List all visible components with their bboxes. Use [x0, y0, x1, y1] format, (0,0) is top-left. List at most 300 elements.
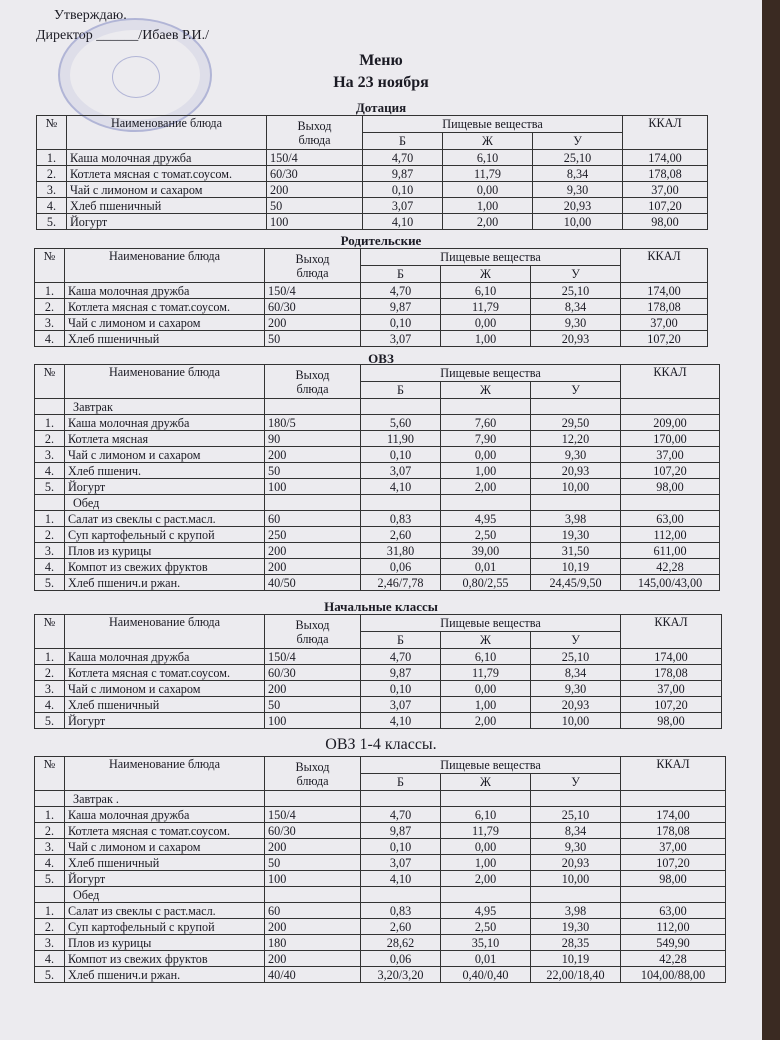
dish-yield: [265, 791, 361, 807]
protein-value: 4,10: [361, 479, 441, 495]
carb-value: 20,93: [533, 198, 623, 214]
row-num: 3.: [37, 182, 67, 198]
fat-value: 35,10: [441, 935, 531, 951]
table-row: [35, 463, 720, 479]
row-num: 4.: [35, 331, 65, 347]
row-num: 2.: [37, 166, 67, 182]
row-num: 4.: [37, 198, 67, 214]
dish-name: Каша молочная дружба: [65, 283, 265, 299]
col-header-yield-line2: блюда: [296, 381, 329, 396]
dish-yield: 250: [265, 527, 361, 543]
carb-value: 8,34: [533, 166, 623, 182]
table-row: [35, 713, 722, 729]
row-num: 2.: [35, 527, 65, 543]
col-header-yield: [267, 116, 363, 150]
row-num: 3.: [35, 315, 65, 331]
dish-yield: 200: [265, 447, 361, 463]
col-header-kcal: ККАЛ: [623, 116, 708, 150]
dish-yield: 200: [267, 182, 363, 198]
kcal-value: 174,00: [621, 807, 726, 823]
fat-value: 7,60: [441, 415, 531, 431]
dish-name: Завтрак: [65, 399, 265, 415]
row-num: 5.: [35, 871, 65, 887]
col-header-yield-line1: Выход: [295, 759, 330, 774]
row-num: 1.: [35, 903, 65, 919]
row-num: 2.: [35, 823, 65, 839]
table-row: [35, 511, 720, 527]
menu-table-dotaciya: [36, 115, 708, 230]
fat-value: 4,95: [441, 903, 531, 919]
fat-value: 0,00: [441, 447, 531, 463]
col-header-yield: [265, 249, 361, 283]
protein-value: 0,10: [361, 681, 441, 697]
protein-value: 5,60: [361, 415, 441, 431]
dish-yield: 60/30: [265, 665, 361, 681]
carb-value: 20,93: [531, 697, 621, 713]
dish-name: Суп картофельный с крупой: [65, 919, 265, 935]
row-num: 4.: [35, 951, 65, 967]
table-row: [35, 919, 726, 935]
row-num: 2.: [35, 919, 65, 935]
menu-table-roditelskie: [34, 248, 708, 347]
fat-value: 1,00: [441, 463, 531, 479]
carb-value: 25,10: [531, 649, 621, 665]
dish-name: Каша молочная дружба: [65, 807, 265, 823]
dish-yield: 150/4: [267, 150, 363, 166]
dish-name: Чай с лимоном и сахаром: [65, 447, 265, 463]
protein-value: 11,90: [361, 431, 441, 447]
row-num: 4.: [35, 697, 65, 713]
row-num: 2.: [35, 299, 65, 315]
dish-yield: 180/5: [265, 415, 361, 431]
col-header-nutrients: Пищевые вещества: [361, 249, 621, 266]
dish-yield: 60: [265, 903, 361, 919]
protein-value: 4,70: [363, 150, 443, 166]
table-row: [35, 299, 708, 315]
col-header-kcal: ККАЛ: [621, 249, 708, 283]
dish-name: Хлеб пшенич.: [65, 463, 265, 479]
page-title: Меню: [359, 52, 403, 69]
dish-name: Котлета мясная с томат.соусом.: [65, 665, 265, 681]
protein-value: 9,87: [361, 299, 441, 315]
col-header-kcal: ККАЛ: [621, 757, 726, 791]
col-header-kcal: ККАЛ: [621, 615, 722, 649]
fat-value: 7,90: [441, 431, 531, 447]
dish-yield: 50: [265, 855, 361, 871]
dish-yield: 200: [265, 559, 361, 575]
row-num: 3.: [35, 447, 65, 463]
fat-value: 1,00: [441, 697, 531, 713]
row-num: [35, 887, 65, 903]
fat-value: 39,00: [441, 543, 531, 559]
col-header-nutrients: Пищевые вещества: [361, 615, 621, 632]
protein-value: 0,10: [363, 182, 443, 198]
kcal-value: 37,00: [621, 315, 708, 331]
col-header-b: Б: [363, 133, 443, 150]
table-row: [35, 887, 726, 903]
dish-yield: 200: [265, 543, 361, 559]
dish-name: Хлеб пшенич.и ржан.: [65, 967, 265, 983]
table-row: [35, 681, 722, 697]
col-header-nutrients: Пищевые вещества: [361, 757, 621, 774]
table-row: [37, 166, 708, 182]
col-header-zh: Ж: [441, 774, 531, 791]
carb-value: 9,30: [531, 447, 621, 463]
fat-value: [441, 791, 531, 807]
fat-value: 6,10: [441, 649, 531, 665]
row-num: 1.: [35, 649, 65, 665]
kcal-value: [621, 399, 720, 415]
col-header-num: №: [35, 249, 65, 283]
table-row: [35, 807, 726, 823]
fat-value: 6,10: [443, 150, 533, 166]
dish-yield: 90: [265, 431, 361, 447]
table-row: [35, 479, 720, 495]
carb-value: 22,00/18,40: [531, 967, 621, 983]
dish-name: Суп картофельный с крупой: [65, 527, 265, 543]
kcal-value: 98,00: [621, 871, 726, 887]
row-num: 1.: [35, 283, 65, 299]
kcal-value: 37,00: [621, 681, 722, 697]
col-header-yield-line1: Выход: [295, 617, 330, 632]
kcal-value: 37,00: [621, 839, 726, 855]
fat-value: 2,00: [441, 479, 531, 495]
row-num: 5.: [35, 479, 65, 495]
col-header-yield-line1: Выход: [297, 118, 332, 133]
dish-name: Йогурт: [65, 871, 265, 887]
protein-value: 9,87: [363, 166, 443, 182]
table-row: [35, 823, 726, 839]
protein-value: 9,87: [361, 665, 441, 681]
dish-yield: 60/30: [265, 299, 361, 315]
carb-value: 24,45/9,50: [531, 575, 621, 591]
carb-value: 12,20: [531, 431, 621, 447]
fat-value: 2,50: [441, 919, 531, 935]
fat-value: 0,80/2,55: [441, 575, 531, 591]
table-row: [35, 543, 720, 559]
kcal-value: 178,08: [621, 299, 708, 315]
kcal-value: 42,28: [621, 951, 726, 967]
protein-value: 4,70: [361, 283, 441, 299]
dish-yield: 50: [265, 463, 361, 479]
fat-value: 2,50: [441, 527, 531, 543]
kcal-value: 145,00/43,00: [621, 575, 720, 591]
dish-yield: 150/4: [265, 649, 361, 665]
col-header-name: Наименование блюда: [67, 116, 267, 150]
dish-yield: 50: [265, 331, 361, 347]
fat-value: [441, 887, 531, 903]
dish-name: Котлета мясная с томат.соусом.: [65, 823, 265, 839]
col-header-nutrients: Пищевые вещества: [361, 365, 621, 382]
fat-value: 1,00: [441, 855, 531, 871]
protein-value: 31,80: [361, 543, 441, 559]
carb-value: 10,00: [531, 871, 621, 887]
col-header-yield: [265, 365, 361, 399]
fat-value: 11,79: [441, 823, 531, 839]
col-header-name: Наименование блюда: [65, 757, 265, 791]
col-header-u: У: [531, 774, 621, 791]
row-num: 3.: [35, 935, 65, 951]
dish-name: Завтрак .: [65, 791, 265, 807]
row-num: 3.: [35, 839, 65, 855]
dish-name: Чай с лимоном и сахаром: [65, 839, 265, 855]
menu-table-nachalnye-klassy: [34, 614, 722, 729]
kcal-value: [621, 791, 726, 807]
col-header-nutrients: Пищевые вещества: [363, 116, 623, 133]
carb-value: 10,19: [531, 559, 621, 575]
dish-name: Хлеб пшеничный: [67, 198, 267, 214]
row-num: 5.: [35, 575, 65, 591]
dish-yield: 200: [265, 681, 361, 697]
protein-value: 2,60: [361, 527, 441, 543]
kcal-value: 174,00: [621, 283, 708, 299]
table-row: [35, 283, 708, 299]
carb-value: [531, 791, 621, 807]
table-row: [35, 951, 726, 967]
col-header-u: У: [533, 133, 623, 150]
dish-name: Чай с лимоном и сахаром: [65, 681, 265, 697]
col-header-b: Б: [361, 382, 441, 399]
fat-value: 0,01: [441, 559, 531, 575]
dish-name: Обед: [65, 495, 265, 511]
row-num: 1.: [35, 415, 65, 431]
section-title: Дотация: [355, 100, 407, 115]
col-header-u: У: [531, 632, 621, 649]
section-title: Родительские: [340, 233, 422, 248]
col-header-zh: Ж: [441, 382, 531, 399]
table-row: [35, 415, 720, 431]
table-row: [35, 791, 726, 807]
kcal-value: 104,00/88,00: [621, 967, 726, 983]
protein-value: 3,20/3,20: [361, 967, 441, 983]
col-header-num: №: [35, 615, 65, 649]
col-header-zh: Ж: [441, 266, 531, 283]
carb-value: 10,00: [533, 214, 623, 230]
col-header-b: Б: [361, 774, 441, 791]
dish-name: Компот из свежих фруктов: [65, 951, 265, 967]
fat-value: 2,00: [441, 871, 531, 887]
dish-yield: 150/4: [265, 283, 361, 299]
col-header-b: Б: [361, 632, 441, 649]
col-header-num: №: [35, 757, 65, 791]
table-row: [35, 665, 722, 681]
dish-yield: 100: [265, 871, 361, 887]
row-num: 5.: [35, 713, 65, 729]
fat-value: 0,00: [441, 681, 531, 697]
dish-name: Йогурт: [65, 713, 265, 729]
col-header-yield-line1: Выход: [295, 367, 330, 382]
dish-name: Компот из свежих фруктов: [65, 559, 265, 575]
row-num: 3.: [35, 681, 65, 697]
dish-yield: [265, 887, 361, 903]
kcal-value: 37,00: [623, 182, 708, 198]
protein-value: 0,10: [361, 315, 441, 331]
dish-name: Плов из курицы: [65, 543, 265, 559]
table-row: [35, 855, 726, 871]
dish-yield: 50: [265, 697, 361, 713]
fat-value: 6,10: [441, 807, 531, 823]
protein-value: 3,07: [363, 198, 443, 214]
carb-value: 25,10: [533, 150, 623, 166]
dish-yield: [265, 495, 361, 511]
fat-value: 0,40/0,40: [441, 967, 531, 983]
dish-name: Чай с лимоном и сахаром: [67, 182, 267, 198]
section-title: Начальные классы: [324, 599, 438, 614]
carb-value: 20,93: [531, 855, 621, 871]
carb-value: 19,30: [531, 527, 621, 543]
fat-value: 11,79: [443, 166, 533, 182]
protein-value: 4,10: [361, 713, 441, 729]
kcal-value: 178,08: [623, 166, 708, 182]
table-row: [35, 527, 720, 543]
table-row: [35, 903, 726, 919]
kcal-value: 112,00: [621, 919, 726, 935]
protein-value: 4,10: [363, 214, 443, 230]
director-signature-line: Директор ______/Ибаев Р.И./: [36, 28, 210, 43]
carb-value: 3,98: [531, 903, 621, 919]
col-header-zh: Ж: [443, 133, 533, 150]
menu-table-ovz-1-4: [34, 756, 726, 983]
dish-yield: 40/40: [265, 967, 361, 983]
dish-yield: 60/30: [267, 166, 363, 182]
dish-name: Плов из курицы: [65, 935, 265, 951]
table-row: [35, 431, 720, 447]
carb-value: 31,50: [531, 543, 621, 559]
kcal-value: 178,08: [621, 823, 726, 839]
table-row: [35, 447, 720, 463]
kcal-value: 107,20: [621, 697, 722, 713]
table-row: [35, 649, 722, 665]
dish-name: Хлеб пшеничный: [65, 331, 265, 347]
fat-value: 6,10: [441, 283, 531, 299]
carb-value: 9,30: [531, 839, 621, 855]
col-header-name: Наименование блюда: [65, 615, 265, 649]
fat-value: 0,00: [441, 315, 531, 331]
dish-yield: 60: [265, 511, 361, 527]
protein-value: 2,60: [361, 919, 441, 935]
carb-value: [531, 495, 621, 511]
approval-line: Утверждаю.: [54, 8, 127, 23]
row-num: 2.: [35, 665, 65, 681]
col-header-b: Б: [361, 266, 441, 283]
carb-value: [531, 887, 621, 903]
dish-yield: 50: [267, 198, 363, 214]
row-num: 5.: [37, 214, 67, 230]
protein-value: 4,10: [361, 871, 441, 887]
row-num: 1.: [37, 150, 67, 166]
fat-value: 11,79: [441, 299, 531, 315]
carb-value: 8,34: [531, 665, 621, 681]
dish-name: Хлеб пшеничный: [65, 697, 265, 713]
row-num: [35, 495, 65, 511]
col-header-name: Наименование блюда: [65, 249, 265, 283]
kcal-value: 107,20: [621, 463, 720, 479]
carb-value: 8,34: [531, 299, 621, 315]
kcal-value: 611,00: [621, 543, 720, 559]
dish-yield: 60/30: [265, 823, 361, 839]
kcal-value: 209,00: [621, 415, 720, 431]
kcal-value: 170,00: [621, 431, 720, 447]
dish-name: Котлета мясная: [65, 431, 265, 447]
carb-value: 20,93: [531, 463, 621, 479]
dish-name: Чай с лимоном и сахаром: [65, 315, 265, 331]
table-row: [35, 967, 726, 983]
fat-value: 0,01: [441, 951, 531, 967]
protein-value: 3,07: [361, 697, 441, 713]
col-header-yield-line2: блюда: [296, 773, 329, 788]
kcal-value: 112,00: [621, 527, 720, 543]
protein-value: 9,87: [361, 823, 441, 839]
dish-yield: [265, 399, 361, 415]
table-row: [37, 198, 708, 214]
row-num: 4.: [35, 855, 65, 871]
dish-yield: 100: [265, 713, 361, 729]
row-num: 4.: [35, 463, 65, 479]
kcal-value: 37,00: [621, 447, 720, 463]
dish-name: Йогурт: [67, 214, 267, 230]
protein-value: 4,70: [361, 649, 441, 665]
dish-yield: 200: [265, 315, 361, 331]
kcal-value: 174,00: [621, 649, 722, 665]
table-row: [35, 331, 708, 347]
row-num: 5.: [35, 967, 65, 983]
fat-value: 11,79: [441, 665, 531, 681]
protein-value: 28,62: [361, 935, 441, 951]
col-header-yield-line2: блюда: [296, 631, 329, 646]
col-header-yield: [265, 757, 361, 791]
kcal-value: 98,00: [623, 214, 708, 230]
protein-value: 3,07: [361, 463, 441, 479]
dish-yield: 180: [265, 935, 361, 951]
carb-value: 3,98: [531, 511, 621, 527]
carb-value: 9,30: [533, 182, 623, 198]
protein-value: 3,07: [361, 855, 441, 871]
dish-yield: 40/50: [265, 575, 361, 591]
kcal-value: 107,20: [623, 198, 708, 214]
fat-value: [441, 399, 531, 415]
dish-name: Котлета мясная с томат.соусом.: [67, 166, 267, 182]
dish-yield: 200: [265, 919, 361, 935]
approval-block: [36, 6, 209, 46]
kcal-value: 107,20: [621, 855, 726, 871]
dish-name: Каша молочная дружба: [67, 150, 267, 166]
kcal-value: 42,28: [621, 559, 720, 575]
dish-yield: 200: [265, 839, 361, 855]
dish-name: Каша молочная дружба: [65, 415, 265, 431]
row-num: 2.: [35, 431, 65, 447]
protein-value: 2,46/7,78: [361, 575, 441, 591]
row-num: 1.: [35, 807, 65, 823]
col-header-yield-line2: блюда: [298, 132, 331, 147]
fat-value: 2,00: [441, 713, 531, 729]
kcal-value: 174,00: [623, 150, 708, 166]
table-row: [35, 559, 720, 575]
table-row: [35, 495, 720, 511]
carb-value: 29,50: [531, 415, 621, 431]
kcal-value: 98,00: [621, 713, 722, 729]
protein-value: 0,83: [361, 511, 441, 527]
col-header-yield-line1: Выход: [295, 251, 330, 266]
kcal-value: 63,00: [621, 903, 726, 919]
kcal-value: 107,20: [621, 331, 708, 347]
row-num: 4.: [35, 559, 65, 575]
protein-value: [361, 495, 441, 511]
row-num: [35, 399, 65, 415]
col-header-kcal: ККАЛ: [621, 365, 720, 399]
col-header-yield-line2: блюда: [296, 265, 329, 280]
carb-value: 19,30: [531, 919, 621, 935]
carb-value: 25,10: [531, 807, 621, 823]
